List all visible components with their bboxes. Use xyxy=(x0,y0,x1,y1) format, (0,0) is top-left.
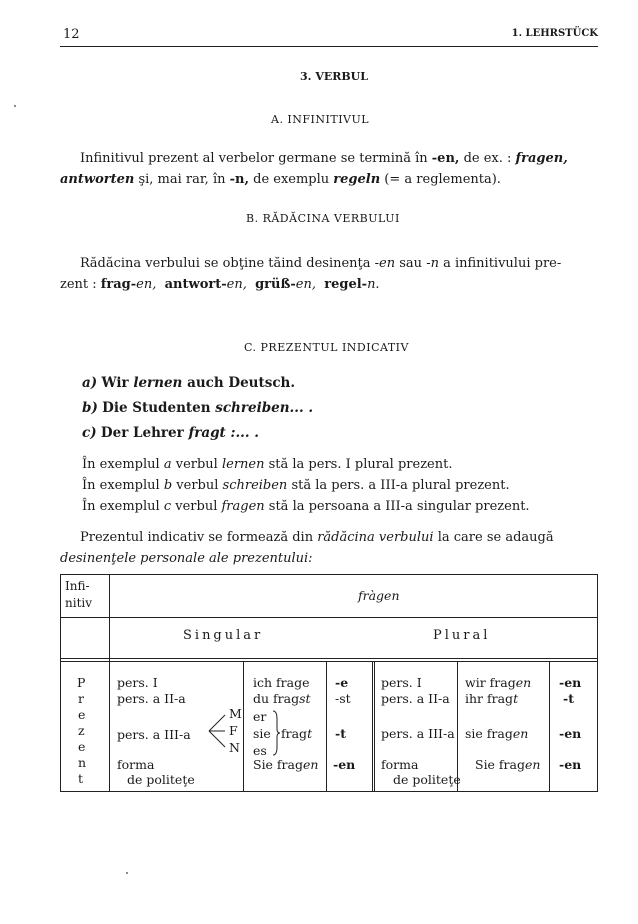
table-col-divider-2 xyxy=(243,661,244,791)
table-rule-2 xyxy=(61,658,597,659)
side-letter: t xyxy=(78,771,84,786)
paragraph-present: Prezentul indicativ se formează din rădăcina verbului la care se adaugă desinenţele personale ale prezentului: xyxy=(60,530,554,566)
pl-ending-4: -en xyxy=(559,757,582,772)
brace-icon xyxy=(271,709,281,757)
table-verb: fràgen xyxy=(358,588,400,603)
subsection-c-title: C. PREZENTUL INDICATIV xyxy=(244,341,409,354)
pl-person-3: pers. a III-a xyxy=(381,726,455,741)
sg-ending-1: -e xyxy=(335,675,349,690)
conjugation-table xyxy=(60,574,598,792)
sg-form-fragt: fragt xyxy=(281,726,313,741)
sg-form-Sie: Sie fragen xyxy=(253,757,319,772)
note-a: În exemplul a verbul lernen stă la pers. I plural prezent. xyxy=(82,457,453,472)
note-b: În exemplul b verbul schreiben stă la pers. a III-a plural prezent. xyxy=(82,478,510,493)
section-title: 3. VERBUL xyxy=(300,70,368,83)
paragraph-infinitive: Infinitivul prezent al verbelor germane se termină în -en, de ex. : fragen, antworten şi, mai rar, în -n, de exemplu regeln (= a reglementa). xyxy=(60,151,568,187)
gender-branch-icon xyxy=(207,711,229,751)
sg-forma: forma xyxy=(117,757,155,772)
side-letter: e xyxy=(78,739,86,754)
side-letter: e xyxy=(78,707,86,722)
pl-ending-1: -en xyxy=(559,675,582,690)
note-c: În exemplul c verbul fragen stă la persoana a III-a singular prezent. xyxy=(82,499,530,514)
sg-pronoun-er: er xyxy=(253,709,267,724)
singular-header: Singular xyxy=(183,628,264,643)
plural-header: Plural xyxy=(433,628,491,643)
scan-speck xyxy=(14,105,16,107)
pl-ending-3: -en xyxy=(559,726,582,741)
side-letter: r xyxy=(78,691,84,706)
side-letter: n xyxy=(78,755,87,770)
side-letter: z xyxy=(78,723,85,738)
paragraph-root: Rădăcina verbului se obţine tăind desinenţa -en sau -n a infinitivului pre- zent : frag-en, antwort-en, grüß-en, regel-n. xyxy=(60,256,562,292)
table-rule-3 xyxy=(61,661,597,662)
table-col-divider-4 xyxy=(372,661,373,791)
sg-pronoun-es: es xyxy=(253,743,267,758)
sg-ending-2: -st xyxy=(335,691,351,706)
running-header: 1. LEHRSTÜCK xyxy=(511,28,598,39)
pl-form-Sie: Sie fragen xyxy=(475,757,541,772)
pl-form-sie: sie fragen xyxy=(465,726,529,741)
subsection-b-title: B. RĂDĂCINA VERBULUI xyxy=(246,212,400,225)
pl-form-wir: wir fragen xyxy=(465,675,532,690)
sg-form-du: du fragst xyxy=(253,691,311,706)
table-col-divider-7 xyxy=(549,661,550,791)
sg-person-2: pers. a II-a xyxy=(117,691,186,706)
sg-person-3: pers. a III-a xyxy=(117,727,191,742)
example-a: a) Wir lernen auch Deutsch. xyxy=(82,375,296,391)
gender-f: F xyxy=(229,723,238,738)
example-b: b) Die Studenten schreiben... . xyxy=(82,400,314,416)
example-c: c) Der Lehrer fragt :... . xyxy=(82,425,259,441)
table-col-divider-1 xyxy=(109,575,110,791)
side-letter: P xyxy=(77,675,86,690)
gender-m: M xyxy=(229,706,242,721)
subsection-a-title: A. INFINITIVUL xyxy=(271,113,370,126)
sg-de-politete: de politeţe xyxy=(127,772,195,787)
sg-person-1: pers. I xyxy=(117,675,158,690)
sg-pronoun-sie: sie xyxy=(253,726,271,741)
table-rule-1 xyxy=(61,617,597,618)
pl-forma: forma xyxy=(381,757,419,772)
sg-ending-4: -en xyxy=(333,757,356,772)
sg-form-ich: ich frage xyxy=(253,675,310,690)
infinitiv-label-1: Infi- xyxy=(65,579,90,593)
header-rule xyxy=(60,46,598,47)
pl-person-1: pers. I xyxy=(381,675,422,690)
pl-person-2: pers. a II-a xyxy=(381,691,450,706)
table-col-divider-5 xyxy=(374,661,375,791)
pl-form-ihr: ihr fragt xyxy=(465,691,519,706)
pl-ending-2: -t xyxy=(563,691,574,706)
scan-speck xyxy=(126,872,128,874)
table-col-divider-3 xyxy=(326,661,327,791)
pl-de-politete: de politeţe xyxy=(393,772,461,787)
page-number: 12 xyxy=(63,27,80,42)
gender-n: N xyxy=(229,740,240,755)
infinitiv-label-2: nitiv xyxy=(65,596,93,610)
sg-ending-3: -t xyxy=(335,726,346,741)
